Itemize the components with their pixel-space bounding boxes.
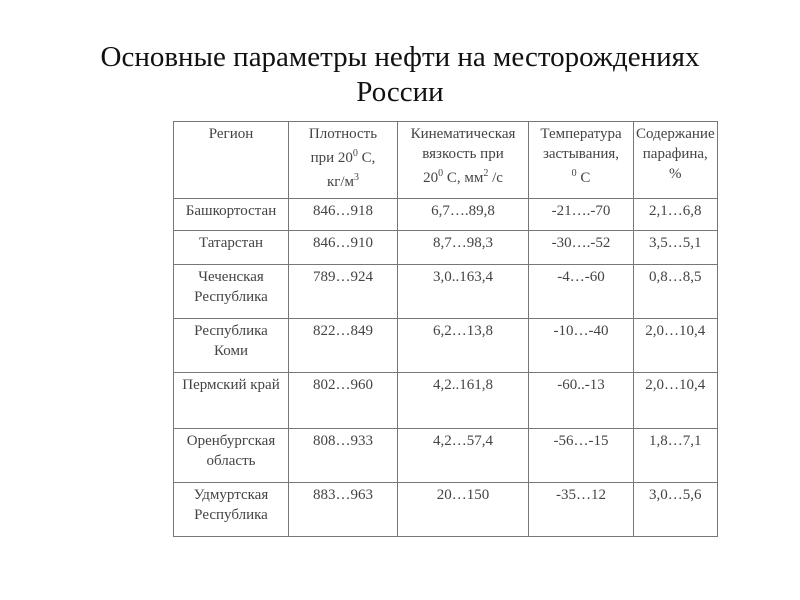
value-cell: 789…924 [289, 265, 398, 319]
header-text: Регион [208, 126, 254, 142]
value-cell: 846…910 [289, 231, 398, 265]
header-text: /с [488, 170, 503, 186]
value-cell: 808…933 [289, 429, 398, 483]
header-text: Кинематическая [410, 126, 516, 142]
header-text [400, 164, 526, 188]
superscript: 0 [571, 168, 577, 179]
value-cell: 846…918 [289, 199, 398, 231]
slide-title [0, 40, 800, 110]
table-row [174, 319, 718, 373]
superscript: 0 [438, 168, 444, 179]
header-paraffin [634, 122, 718, 199]
value-cell: 0,8…8,5 [634, 265, 718, 319]
value-cell: 1,8…7,1 [634, 429, 718, 483]
value-cell: -10…-40 [529, 319, 634, 373]
superscript: 3 [354, 172, 360, 183]
header-density [289, 122, 398, 199]
value-cell: 2,0…10,4 [634, 373, 718, 429]
region-cell: Пермский край [174, 373, 289, 429]
region-cell: Чеченская Республика [174, 265, 289, 319]
table-row [174, 231, 718, 265]
value-cell: -21….-70 [529, 199, 634, 231]
value-cell: -60..-13 [529, 373, 634, 429]
header-text: С, [357, 150, 376, 166]
header-text: вязкость при [422, 146, 504, 162]
title-line-2: России [356, 76, 444, 108]
value-cell: 4,2…57,4 [398, 429, 529, 483]
header-viscosity [398, 122, 529, 199]
value-cell: 6,7….89,8 [398, 199, 529, 231]
header-text: % [669, 166, 682, 182]
header-text: кг/м [326, 174, 355, 190]
header-text [291, 144, 395, 168]
value-cell: 802…960 [289, 373, 398, 429]
value-cell: -4…-60 [529, 265, 634, 319]
value-cell: -30….-52 [529, 231, 634, 265]
value-cell: 883…963 [289, 483, 398, 537]
header-text: С [576, 170, 591, 186]
header-region [174, 122, 289, 199]
header-text: Температура [540, 126, 622, 142]
value-cell: 6,2…13,8 [398, 319, 529, 373]
table-row [174, 265, 718, 319]
value-cell: 20…150 [398, 483, 529, 537]
header-text: застывания, [542, 146, 620, 162]
region-cell: Оренбургская область [174, 429, 289, 483]
region-cell: Татарстан [174, 231, 289, 265]
header-text: Содержание [636, 126, 715, 142]
header-text: С, мм [443, 170, 484, 186]
value-cell: 3,0..163,4 [398, 265, 529, 319]
value-cell: 4,2..161,8 [398, 373, 529, 429]
value-cell: -35…12 [529, 483, 634, 537]
value-cell: 2,0…10,4 [634, 319, 718, 373]
superscript: 2 [483, 168, 489, 179]
header-text [531, 164, 631, 188]
header-row [174, 122, 718, 199]
value-cell: 3,0…5,6 [634, 483, 718, 537]
region-cell: Республика Коми [174, 319, 289, 373]
header-text [291, 168, 395, 192]
value-cell: 822…849 [289, 319, 398, 373]
header-text: 20 [423, 170, 439, 186]
title-line-1: Основные параметры нефти на месторождениях [100, 41, 700, 73]
header-text: при 20 [310, 150, 353, 166]
table-row [174, 199, 718, 231]
table-row [174, 429, 718, 483]
value-cell: 8,7…98,3 [398, 231, 529, 265]
value-cell: 2,1…6,8 [634, 199, 718, 231]
header-text: парафина, [642, 146, 708, 162]
oil-parameters-table [173, 121, 718, 537]
header-pour-point [529, 122, 634, 199]
value-cell: -56…-15 [529, 429, 634, 483]
header-text: Плотность [308, 126, 378, 142]
table-row [174, 483, 718, 537]
superscript: 0 [352, 148, 358, 159]
region-cell: Удмуртская Республика [174, 483, 289, 537]
region-cell: Башкортостан [174, 199, 289, 231]
value-cell: 3,5…5,1 [634, 231, 718, 265]
table-row [174, 373, 718, 429]
